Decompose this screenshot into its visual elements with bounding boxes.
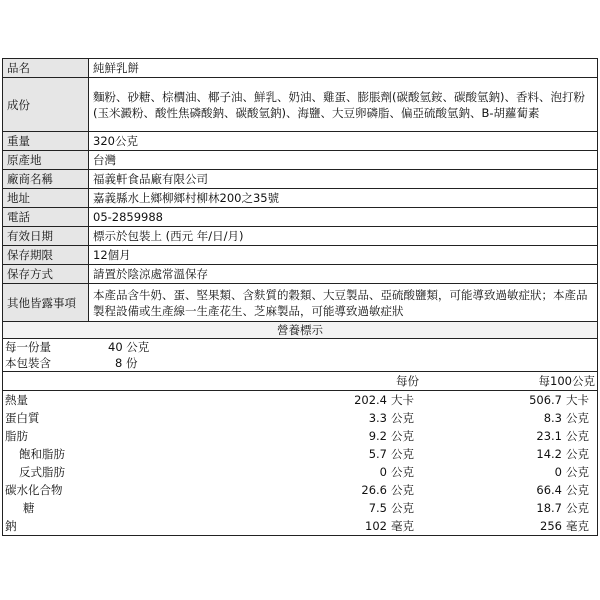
info-label: 品名 bbox=[3, 59, 89, 78]
nutrient-per-serving: 5.7 bbox=[368, 447, 387, 461]
nutrient-per-100g: 506.7 bbox=[529, 393, 562, 407]
info-value: 麵粉、砂糖、棕櫚油、椰子油、鮮乳、奶油、雞蛋、膨脹劑(碳酸氫銨、碳酸氫鈉)、香料、泡打粉(玉米澱粉、酸性焦磷酸鈉、碳酸氫鈉)、海鹽、大豆卵磷脂、偏亞硫酸氫鈉、B-胡蘿蔔素 bbox=[89, 78, 598, 132]
nutrient-row-trans-fat bbox=[3, 463, 597, 481]
servings-per-package-value: 8 份 bbox=[115, 356, 138, 370]
nutrient-per-serving: 26.6 bbox=[361, 483, 387, 497]
nutrient-row-fat bbox=[3, 427, 597, 445]
info-label: 其他皆露事項 bbox=[3, 284, 89, 322]
info-row-name bbox=[3, 59, 598, 78]
nutrient-name: 蛋白質 bbox=[5, 411, 40, 425]
info-value: 台灣 bbox=[89, 151, 598, 170]
info-row-expiry bbox=[3, 227, 598, 246]
nutrient-row-sodium bbox=[3, 517, 597, 535]
info-value: 請置於陰涼處常溫保存 bbox=[89, 265, 598, 284]
info-label: 電話 bbox=[3, 208, 89, 227]
info-label: 成份 bbox=[3, 78, 89, 132]
info-value: 嘉義縣水上鄉柳鄉村柳林200之35號 bbox=[89, 189, 598, 208]
nutrient-per-serving: 0 bbox=[379, 465, 387, 479]
nutrient-per-serving: 102 bbox=[365, 519, 387, 533]
serving-size-value: 40 公克 bbox=[108, 340, 150, 354]
nutrient-per-100g: 66.4 bbox=[536, 483, 562, 497]
nutrient-name: 糖 bbox=[23, 501, 35, 515]
info-value: 12個月 bbox=[89, 246, 598, 265]
nutrient-per-serving: 7.5 bbox=[368, 501, 387, 515]
nutrient-unit: 大卡 bbox=[391, 393, 414, 407]
nutrition-column-header bbox=[3, 371, 597, 391]
info-row-storage bbox=[3, 265, 598, 284]
nutrient-per-100g: 8.3 bbox=[543, 411, 562, 425]
info-label: 地址 bbox=[3, 189, 89, 208]
nutrient-per-100g: 256 bbox=[540, 519, 562, 533]
nutrient-unit: 毫克 bbox=[566, 519, 589, 533]
servings-per-package-row bbox=[3, 355, 597, 371]
nutrient-unit: 公克 bbox=[566, 447, 589, 461]
info-value: 福義軒食品廠有限公司 bbox=[89, 170, 598, 189]
nutrient-per-serving: 202.4 bbox=[354, 393, 387, 407]
nutrient-per-100g: 23.1 bbox=[536, 429, 562, 443]
nutrient-row-sugar bbox=[3, 499, 597, 517]
nutrient-name: 熱量 bbox=[5, 393, 28, 407]
info-label: 保存期限 bbox=[3, 246, 89, 265]
nutrient-unit: 公克 bbox=[566, 483, 589, 497]
nutrient-unit: 公克 bbox=[566, 411, 589, 425]
info-row-allergen-notice bbox=[3, 284, 598, 322]
nutrient-name: 鈉 bbox=[5, 519, 17, 533]
nutrient-row-carbohydrate bbox=[3, 481, 597, 499]
info-label: 有效日期 bbox=[3, 227, 89, 246]
nutrient-name: 飽和脂肪 bbox=[19, 447, 65, 461]
per-100g-header: 每100公克 bbox=[538, 374, 595, 388]
info-row-shelf-life bbox=[3, 246, 598, 265]
nutrient-unit: 公克 bbox=[391, 465, 414, 479]
nutrient-name: 反式脂肪 bbox=[19, 465, 65, 479]
nutrient-unit: 公克 bbox=[566, 429, 589, 443]
nutrient-unit: 公克 bbox=[391, 447, 414, 461]
info-row-origin bbox=[3, 151, 598, 170]
product-info-table bbox=[2, 58, 598, 322]
nutrient-unit: 公克 bbox=[391, 411, 414, 425]
nutrient-unit: 公克 bbox=[391, 501, 414, 515]
nutrient-name: 脂肪 bbox=[5, 429, 28, 443]
info-label: 保存方式 bbox=[3, 265, 89, 284]
nutrient-per-100g: 18.7 bbox=[536, 501, 562, 515]
nutrient-unit: 公克 bbox=[391, 429, 414, 443]
info-value: 標示於包裝上 (西元 年/日/月) bbox=[89, 227, 598, 246]
info-row-address bbox=[3, 189, 598, 208]
nutrition-title: 營養標示 bbox=[3, 322, 597, 339]
nutrient-row-protein bbox=[3, 409, 597, 427]
info-row-weight bbox=[3, 132, 598, 151]
info-label: 廠商名稱 bbox=[3, 170, 89, 189]
info-row-ingredients bbox=[3, 78, 598, 132]
per-serving-header: 每份 bbox=[396, 374, 419, 388]
product-label-sheet bbox=[2, 58, 598, 536]
nutrient-per-serving: 9.2 bbox=[368, 429, 387, 443]
info-value: 本產品含牛奶、蛋、堅果類、含麩質的穀類、大豆製品、亞硫酸鹽類，可能導致過敏症狀；本產品製程設備或生產線一生產花生、芝麻製品，可能導致過敏症狀 bbox=[89, 284, 598, 322]
info-value: 純鮮乳餅 bbox=[89, 59, 598, 78]
info-label: 原產地 bbox=[3, 151, 89, 170]
nutrient-unit: 公克 bbox=[391, 483, 414, 497]
serving-size-label: 每一份量 bbox=[5, 340, 51, 354]
info-value: 320公克 bbox=[89, 132, 598, 151]
serving-size-row bbox=[3, 339, 597, 355]
nutrient-unit: 大卡 bbox=[566, 393, 589, 407]
info-row-phone bbox=[3, 208, 598, 227]
nutrition-facts-panel bbox=[2, 322, 598, 536]
info-row-manufacturer bbox=[3, 170, 598, 189]
nutrient-name: 碳水化合物 bbox=[5, 483, 63, 497]
info-label: 重量 bbox=[3, 132, 89, 151]
nutrient-row-energy bbox=[3, 391, 597, 409]
nutrient-unit: 公克 bbox=[566, 501, 589, 515]
nutrient-row-saturated-fat bbox=[3, 445, 597, 463]
nutrient-per-serving: 3.3 bbox=[368, 411, 387, 425]
nutrient-unit: 公克 bbox=[566, 465, 589, 479]
nutrient-unit: 毫克 bbox=[391, 519, 414, 533]
nutrient-per-100g: 14.2 bbox=[536, 447, 562, 461]
servings-per-package-label: 本包裝含 bbox=[5, 356, 51, 370]
nutrient-per-100g: 0 bbox=[554, 465, 562, 479]
info-value: 05-2859988 bbox=[89, 208, 598, 227]
